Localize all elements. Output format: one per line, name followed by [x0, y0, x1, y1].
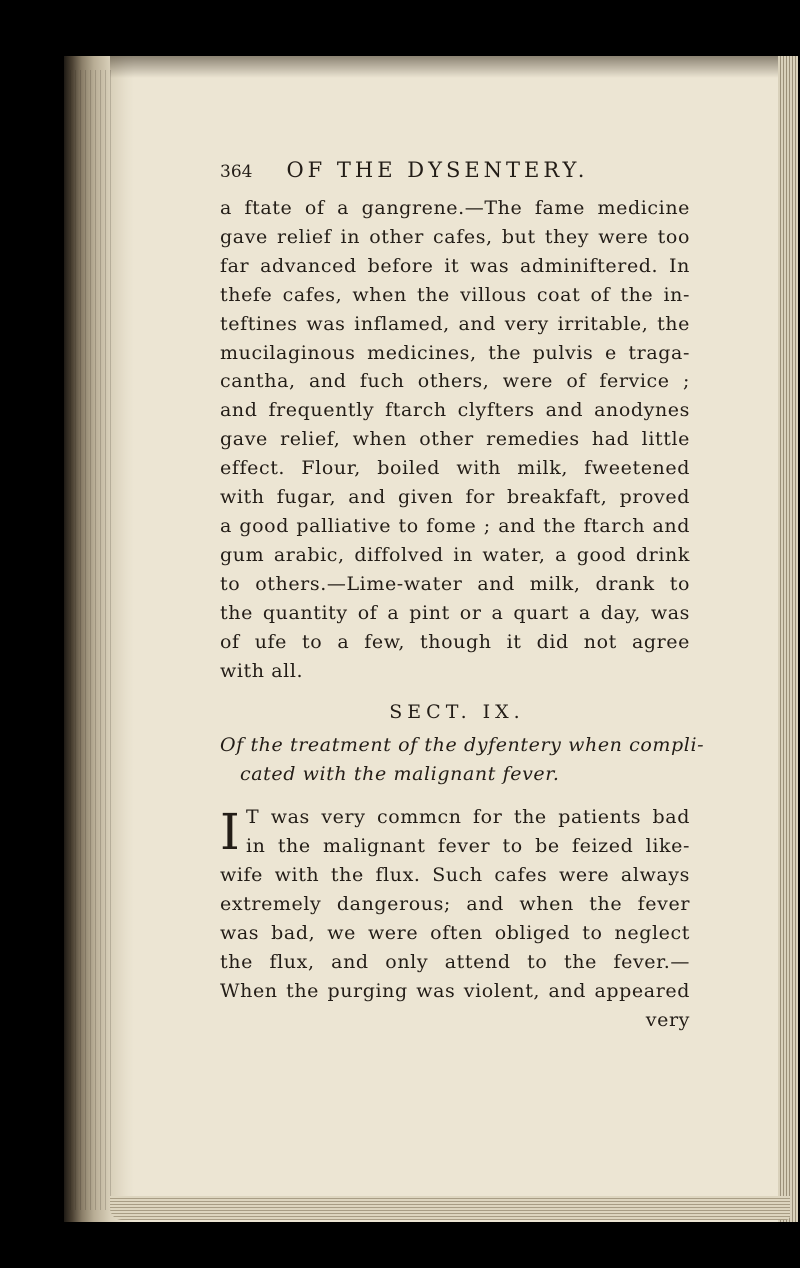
right-page-edges [778, 56, 798, 1222]
text-line: When the purging was violent, and appeared [220, 979, 690, 1002]
text-line: in the malignant fever to be feized like- [246, 835, 690, 858]
section-title-line: cated with the malignant fever. [240, 763, 560, 786]
text-line: the flux, and only attend to the fever.— [220, 950, 690, 973]
text-line: far advanced before it was adminiftered. In [220, 254, 690, 277]
bottom-page-edges [110, 1196, 790, 1220]
gutter-page-edges [70, 70, 112, 1210]
text-line: teftines was inflamed, and very irritable, the [220, 312, 690, 335]
text-line: effect. Flour, boiled with milk, fweetened [220, 457, 690, 480]
section-title [220, 731, 705, 789]
section-heading: SECT. IX. [389, 701, 525, 724]
text-line: and frequently ftarch clyfters and anodynes [220, 399, 690, 422]
text-line: with fugar, and given for breakfaft, proved [220, 486, 690, 509]
running-head [220, 158, 690, 194]
catchword: very [645, 1008, 690, 1031]
text-line: wife with the flux. Such cafes were always [220, 864, 690, 887]
text-line: T was very commcn for the patients bad [246, 806, 690, 829]
text-line: a ftate of a gangrene.—The fame medicine [220, 197, 690, 219]
text-line: thefe cafes, when the villous coat of the in- [220, 283, 690, 306]
page-text [220, 158, 705, 1035]
text-line: gave relief in other cafes, but they were too [220, 225, 690, 248]
paragraph-2 [220, 803, 690, 1034]
running-title: OF THE DYSENTERY. [286, 158, 589, 182]
drop-cap: I [220, 803, 240, 862]
text-line: to others.—Lime-water and milk, drank to [220, 572, 690, 595]
text-line: extremely dangerous; and when the fever [220, 893, 690, 916]
text-line: with all. [220, 659, 304, 682]
text-line: was bad, we were often obliged to neglect [220, 922, 690, 945]
paragraph-1 [220, 194, 690, 685]
text-line: gave relief, when other remedies had little [220, 428, 690, 451]
text-line: of ufe to a few, though it did not agree [220, 630, 690, 653]
section-title-line: Of the treatment of the dyfentery when compli- [220, 734, 705, 757]
text-line: the quantity of a pint or a quart a day, was [220, 601, 690, 624]
text-line: mucilaginous medicines, the pulvis e traga- [220, 341, 690, 364]
page-number: 364 [220, 162, 253, 182]
text-line: gum arabic, diffolved in water, a good drink [220, 543, 690, 566]
text-line: cantha, and fuch others, were of fervice ; [220, 370, 690, 393]
text-line: a good palliative to fome ; and the ftarch and [220, 514, 690, 537]
top-shadow [110, 56, 780, 78]
